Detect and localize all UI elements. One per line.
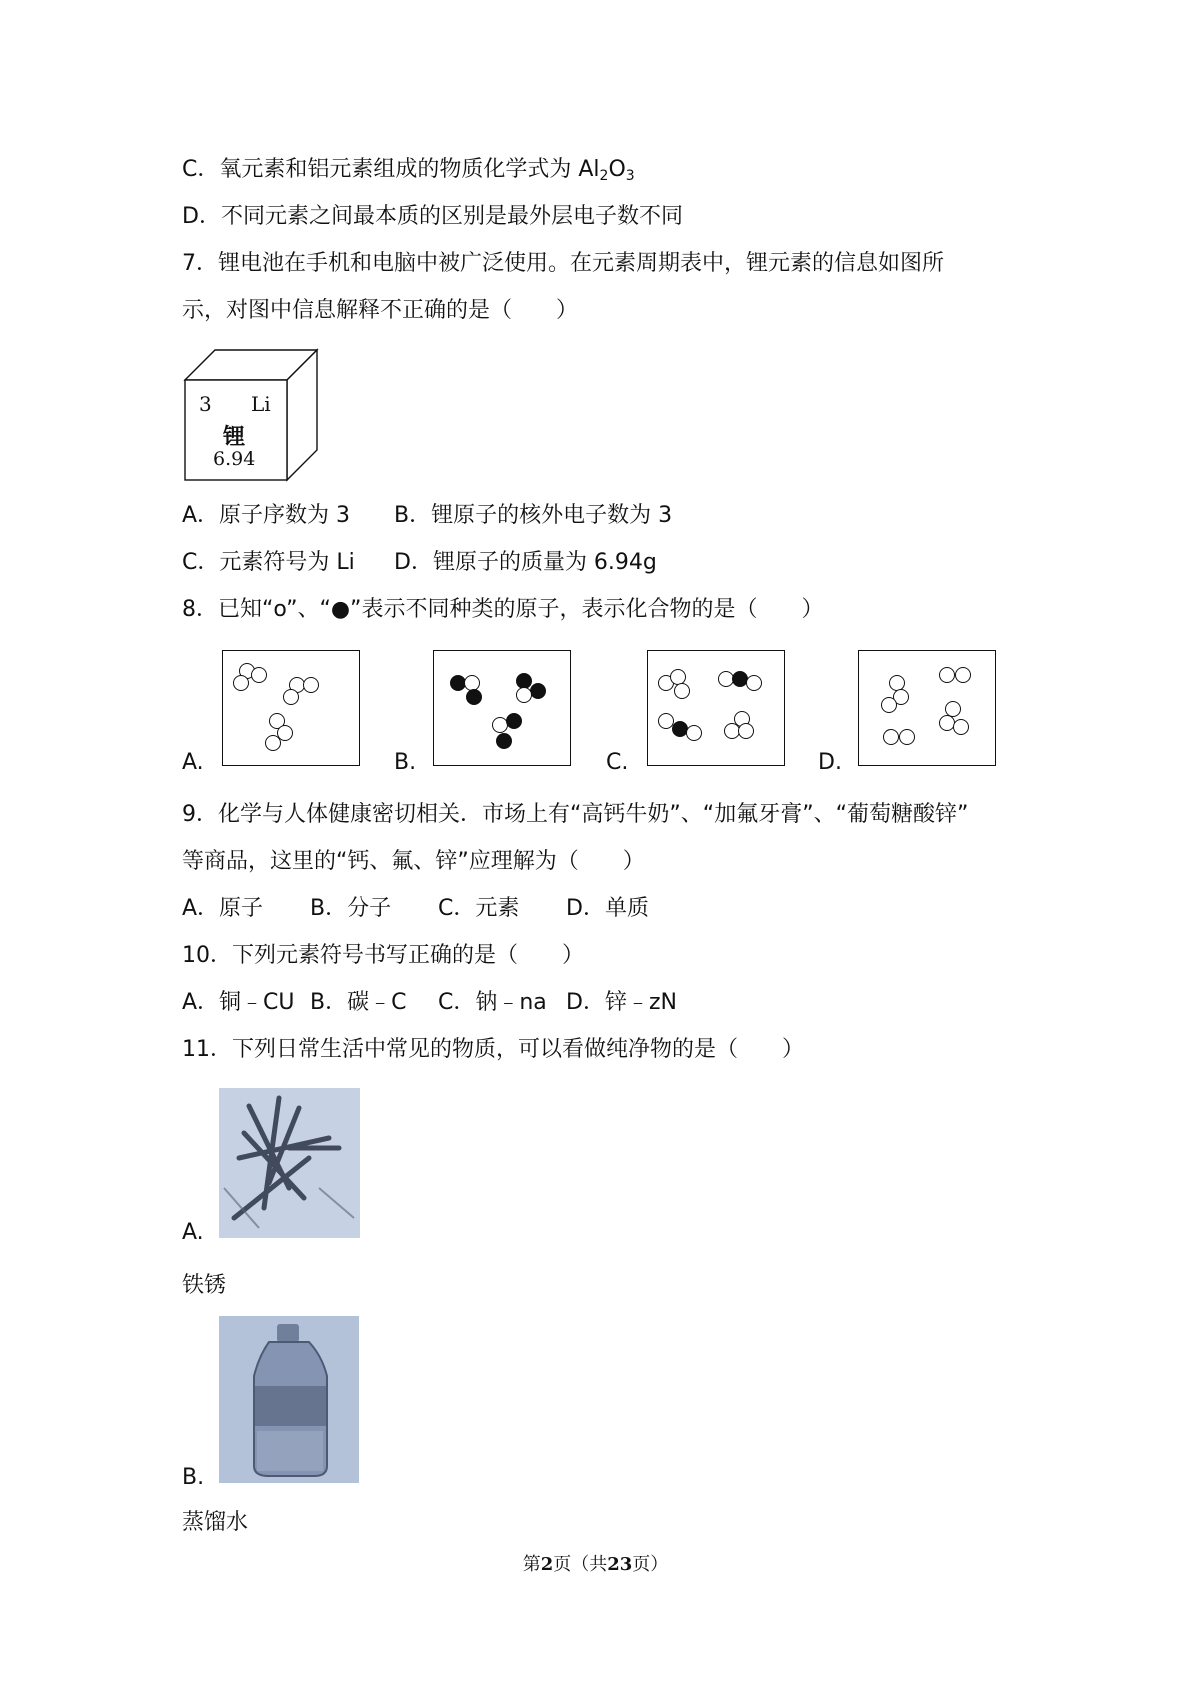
lithium-element-card bbox=[183, 348, 323, 483]
q11-label-a: A. bbox=[182, 1220, 204, 1245]
white-atom bbox=[303, 677, 319, 693]
page-footer: 第2页（共23页） bbox=[522, 1554, 669, 1575]
element-atomic-number: 3 bbox=[199, 392, 212, 416]
q9-options bbox=[182, 894, 649, 924]
q8-box-a bbox=[222, 650, 360, 766]
q9-option-b: B．分子 bbox=[310, 896, 392, 921]
white-atom bbox=[265, 735, 281, 751]
q8-label-c: C. bbox=[606, 750, 629, 775]
q7-option-d: D．锂原子的质量为 6.94g bbox=[394, 550, 657, 575]
q10-option-c: C．钠﹣na bbox=[438, 990, 547, 1015]
q6-option-d: D．不同元素之间最本质的区别是最外层电子数不同 bbox=[182, 204, 683, 229]
q7-options-row1 bbox=[182, 501, 672, 531]
q11-caption-b: 蒸馏水 bbox=[182, 1510, 249, 1535]
q7-stem-line2: 示，对图中信息解释不正确的是（ ） bbox=[182, 298, 579, 323]
white-atom bbox=[686, 725, 702, 741]
white-atom bbox=[674, 683, 690, 699]
q9-option-c: C．元素 bbox=[438, 896, 520, 921]
white-atom bbox=[516, 687, 532, 703]
q10-stem: 10．下列元素符号书写正确的是（ ） bbox=[182, 943, 584, 968]
white-atom bbox=[746, 675, 762, 691]
element-name: 锂 bbox=[223, 425, 246, 450]
q10-option-d: D．锌﹣zN bbox=[566, 990, 677, 1015]
q8-label-d: D. bbox=[818, 750, 842, 775]
q8-box-c bbox=[647, 650, 785, 766]
q7-stem-line1: 7．锂电池在手机和电脑中被广泛使用。在元素周期表中，锂元素的信息如图所 bbox=[182, 251, 944, 276]
q7-option-b: B．锂原子的核外电子数为 3 bbox=[394, 503, 673, 528]
white-atom bbox=[251, 667, 267, 683]
q11-stem: 11．下列日常生活中常见的物质，可以看做纯净物的是（ ） bbox=[182, 1037, 804, 1062]
q8-stem: 8．已知“o”、“●”表示不同种类的原子，表示化合物的是（ ） bbox=[182, 597, 824, 622]
q9-stem-line1: 9．化学与人体健康密切相关．市场上有“高钙牛奶”、“加氟牙膏”、“葡萄糖酸锌” bbox=[182, 802, 969, 827]
element-symbol: Li bbox=[251, 392, 271, 416]
q8-box-d bbox=[858, 650, 996, 766]
q9-option-a: A．原子 bbox=[182, 896, 264, 921]
white-atom bbox=[899, 729, 915, 745]
q10-options bbox=[182, 988, 677, 1018]
q9-option-d: D．单质 bbox=[566, 896, 649, 921]
q8-label-b: B. bbox=[394, 750, 417, 775]
white-atom bbox=[738, 723, 754, 739]
white-atom bbox=[939, 667, 955, 683]
white-atom bbox=[233, 675, 249, 691]
q8-label-a: A. bbox=[182, 750, 204, 775]
rusty-nails-image bbox=[219, 1088, 360, 1238]
black-atom bbox=[496, 733, 512, 749]
q10-option-a: A．铜﹣CU bbox=[182, 990, 295, 1015]
black-atom bbox=[466, 689, 482, 705]
black-atom bbox=[506, 713, 522, 729]
white-atom bbox=[283, 689, 299, 705]
element-atomic-mass: 6.94 bbox=[213, 448, 256, 470]
q11-label-b: B. bbox=[182, 1465, 205, 1490]
q8-box-b bbox=[433, 650, 571, 766]
q7-option-a: A．原子序数为 3 bbox=[182, 503, 351, 528]
q11-caption-a: 铁锈 bbox=[182, 1273, 227, 1298]
q9-stem-line2: 等商品，这里的“钙、氟、锌”应理解为（ ） bbox=[182, 849, 645, 874]
q6-option-c: C．氧元素和铝元素组成的物质化学式为 $Al_2O_3$ bbox=[182, 157, 635, 184]
white-atom bbox=[955, 667, 971, 683]
white-atom bbox=[881, 697, 897, 713]
white-atom bbox=[953, 719, 969, 735]
black-atom bbox=[530, 683, 546, 699]
white-atom bbox=[883, 729, 899, 745]
q10-option-b: B．碳﹣C bbox=[310, 990, 407, 1015]
q7-option-c: C．元素符号为 Li bbox=[182, 550, 355, 575]
q7-options-row2 bbox=[182, 548, 657, 578]
water-bottle-image bbox=[219, 1316, 359, 1483]
